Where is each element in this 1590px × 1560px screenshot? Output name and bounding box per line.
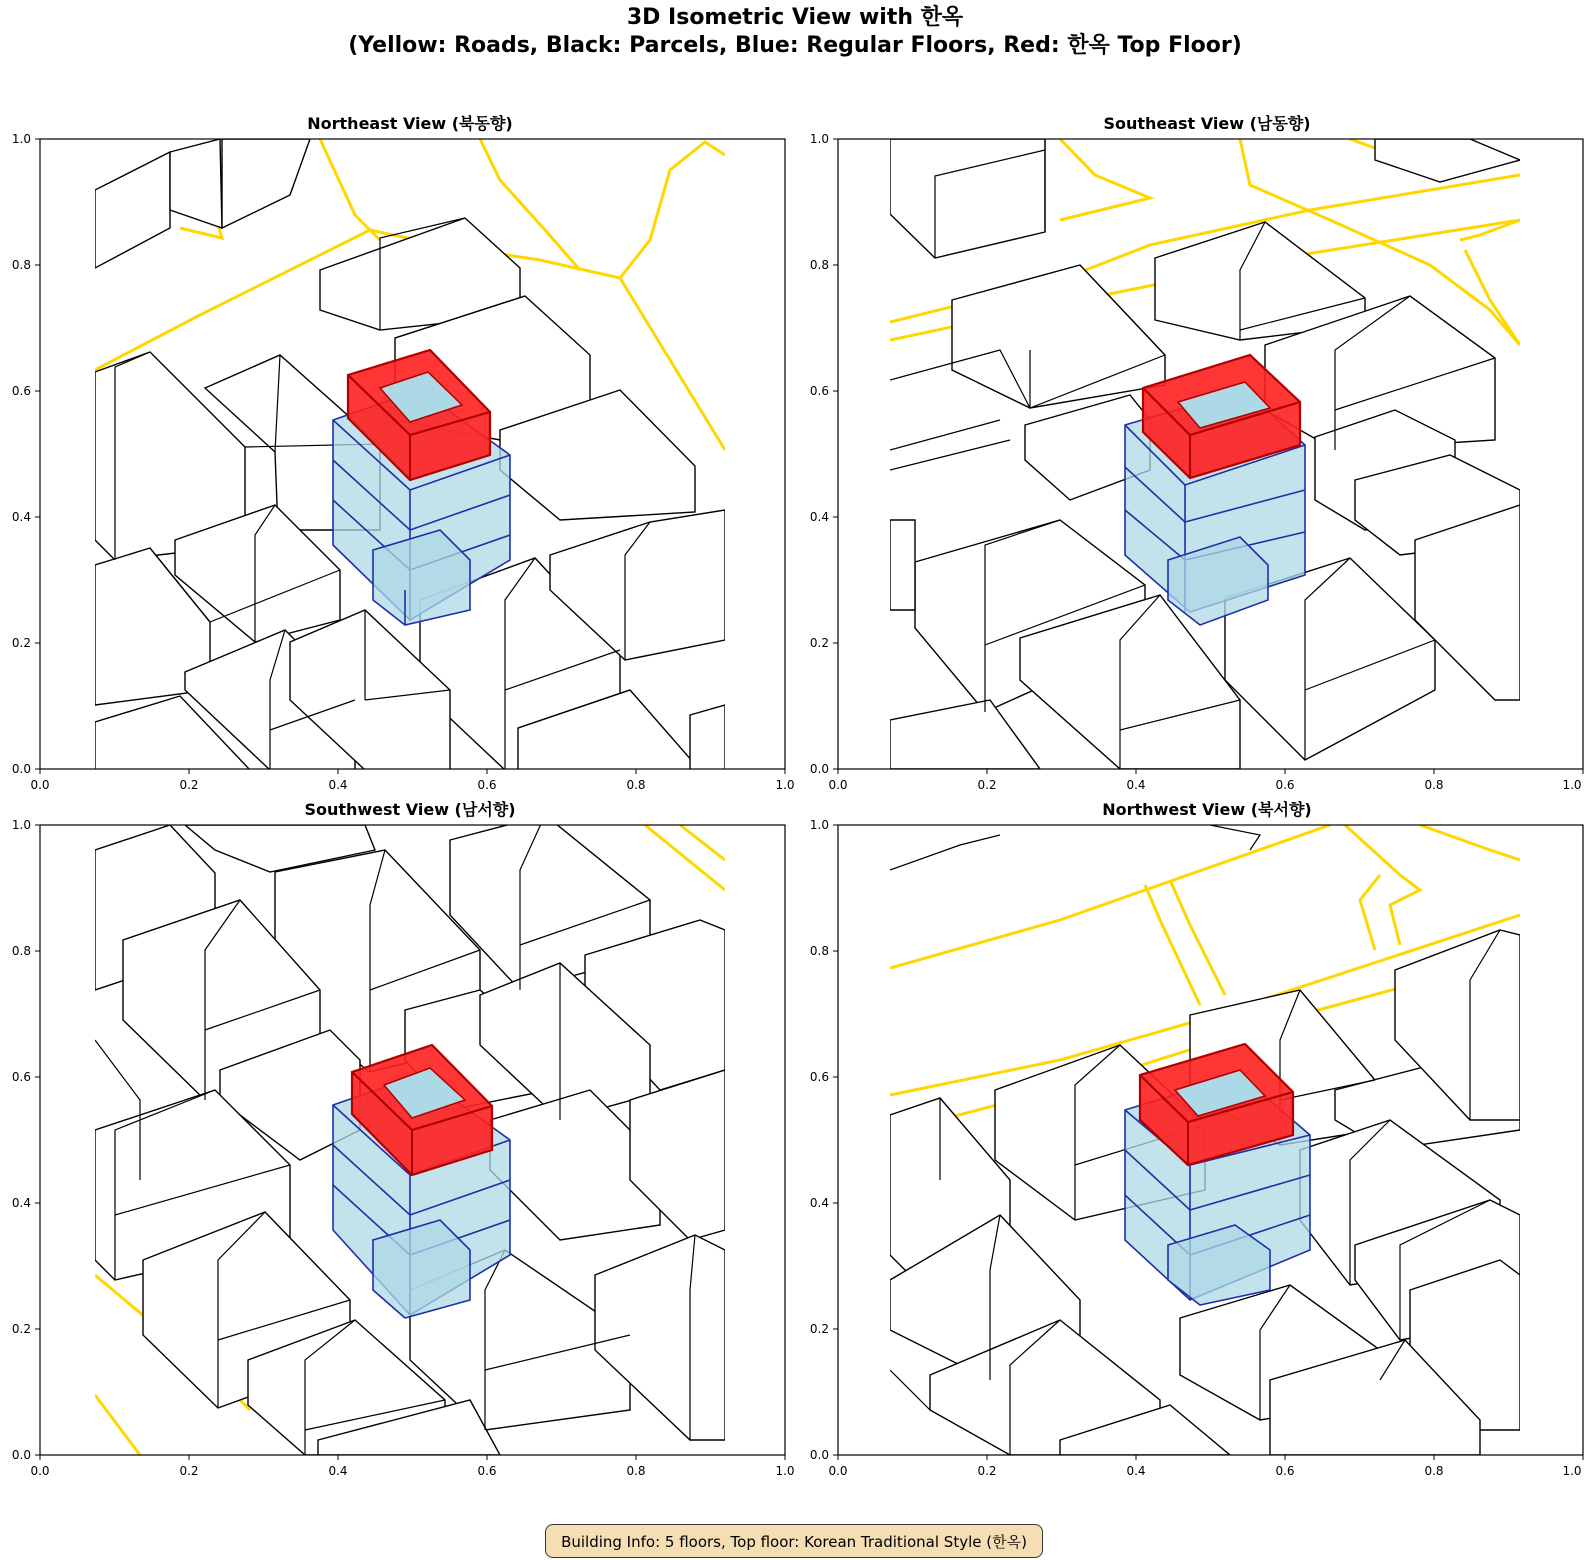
xticks-southeast	[838, 769, 1583, 774]
building-info-box	[545, 1524, 1043, 1558]
panel-title-northwest: Northwest View (북서향)	[1102, 800, 1312, 819]
x-tick-label: 0.2	[179, 778, 199, 792]
y-tick-label: 1.0	[809, 818, 829, 832]
yticks-northeast	[35, 139, 40, 769]
xticks-northwest	[838, 1455, 1583, 1460]
x-tick-label: 1.0	[1562, 1464, 1582, 1478]
y-tick-label: 0.2	[11, 636, 31, 650]
x-tick-label: 0.8	[1424, 1464, 1444, 1478]
x-tick-label: 0.0	[30, 778, 50, 792]
x-tick-label: 0.4	[1126, 778, 1146, 792]
figure-title-line1: 3D Isometric View with 한옥	[626, 5, 964, 30]
x-tick-label: 0.0	[828, 778, 848, 792]
panel-title-southeast: Southeast View (남동향)	[1103, 114, 1311, 133]
figure-title-line2: (Yellow: Roads, Black: Parcels, Blue: Regular Floors, Red: 한옥 Top Floor)	[348, 33, 1242, 58]
y-tick-label: 0.8	[11, 944, 31, 958]
y-tick-label: 0.2	[809, 636, 829, 650]
building-southeast	[1125, 355, 1305, 625]
y-tick-label: 0.6	[809, 384, 829, 398]
y-tick-label: 0.8	[11, 258, 31, 272]
scene-southwest	[95, 815, 725, 1455]
y-tick-label: 0.0	[809, 1448, 829, 1462]
y-tick-label: 0.6	[809, 1070, 829, 1084]
yticks-northwest	[833, 825, 838, 1455]
y-tick-label: 0.0	[11, 1448, 31, 1462]
x-tick-label: 0.8	[1424, 778, 1444, 792]
x-tick-label: 1.0	[775, 778, 795, 792]
y-tick-label: 1.0	[11, 132, 31, 146]
x-tick-label: 1.0	[1562, 778, 1582, 792]
x-tick-label: 0.2	[179, 1464, 199, 1478]
xticks-southwest	[40, 1455, 785, 1460]
building-info-text: Building Info: 5 floors, Top floor: Korean Traditional Style (한옥)	[561, 1532, 1027, 1551]
panel-title-northeast: Northeast View (북동향)	[307, 114, 513, 133]
panel-southeast	[810, 114, 1583, 792]
yticks-southeast	[833, 139, 838, 769]
y-tick-label: 0.8	[809, 258, 829, 272]
x-tick-label: 0.6	[1275, 778, 1295, 792]
y-tick-label: 1.0	[11, 818, 31, 832]
y-tick-label: 0.4	[809, 510, 829, 524]
panel-northeast	[12, 114, 795, 792]
x-tick-label: 1.0	[775, 1464, 795, 1478]
y-tick-label: 0.2	[809, 1322, 829, 1336]
y-tick-label: 0.4	[809, 1196, 829, 1210]
panel-northwest	[810, 800, 1583, 1478]
scene-northwest	[890, 825, 1520, 1455]
scene-southeast	[890, 139, 1520, 769]
yticks-southwest	[35, 825, 40, 1455]
x-tick-label: 0.0	[30, 1464, 50, 1478]
panel-southwest	[12, 800, 795, 1478]
x-tick-label: 0.4	[1126, 1464, 1146, 1478]
y-tick-label: 0.0	[11, 762, 31, 776]
y-tick-label: 0.6	[11, 1070, 31, 1084]
x-tick-label: 0.4	[328, 778, 348, 792]
y-tick-label: 0.4	[11, 1196, 31, 1210]
x-tick-label: 0.6	[477, 1464, 497, 1478]
scene-northeast	[95, 139, 725, 770]
x-tick-label: 0.2	[977, 778, 997, 792]
y-tick-label: 0.6	[11, 384, 31, 398]
x-tick-label: 0.8	[626, 1464, 646, 1478]
xticks-northeast	[40, 769, 785, 774]
y-tick-label: 1.0	[809, 132, 829, 146]
x-tick-label: 0.6	[477, 778, 497, 792]
x-tick-label: 0.4	[328, 1464, 348, 1478]
x-tick-label: 0.8	[626, 778, 646, 792]
panel-title-southwest: Southwest View (남서향)	[304, 800, 516, 819]
x-tick-label: 0.2	[977, 1464, 997, 1478]
building-northwest	[1125, 1044, 1310, 1305]
x-tick-label: 0.6	[1275, 1464, 1295, 1478]
y-tick-label: 0.4	[11, 510, 31, 524]
y-tick-label: 0.0	[809, 762, 829, 776]
y-tick-label: 0.8	[809, 944, 829, 958]
x-tick-label: 0.0	[828, 1464, 848, 1478]
y-tick-label: 0.2	[11, 1322, 31, 1336]
